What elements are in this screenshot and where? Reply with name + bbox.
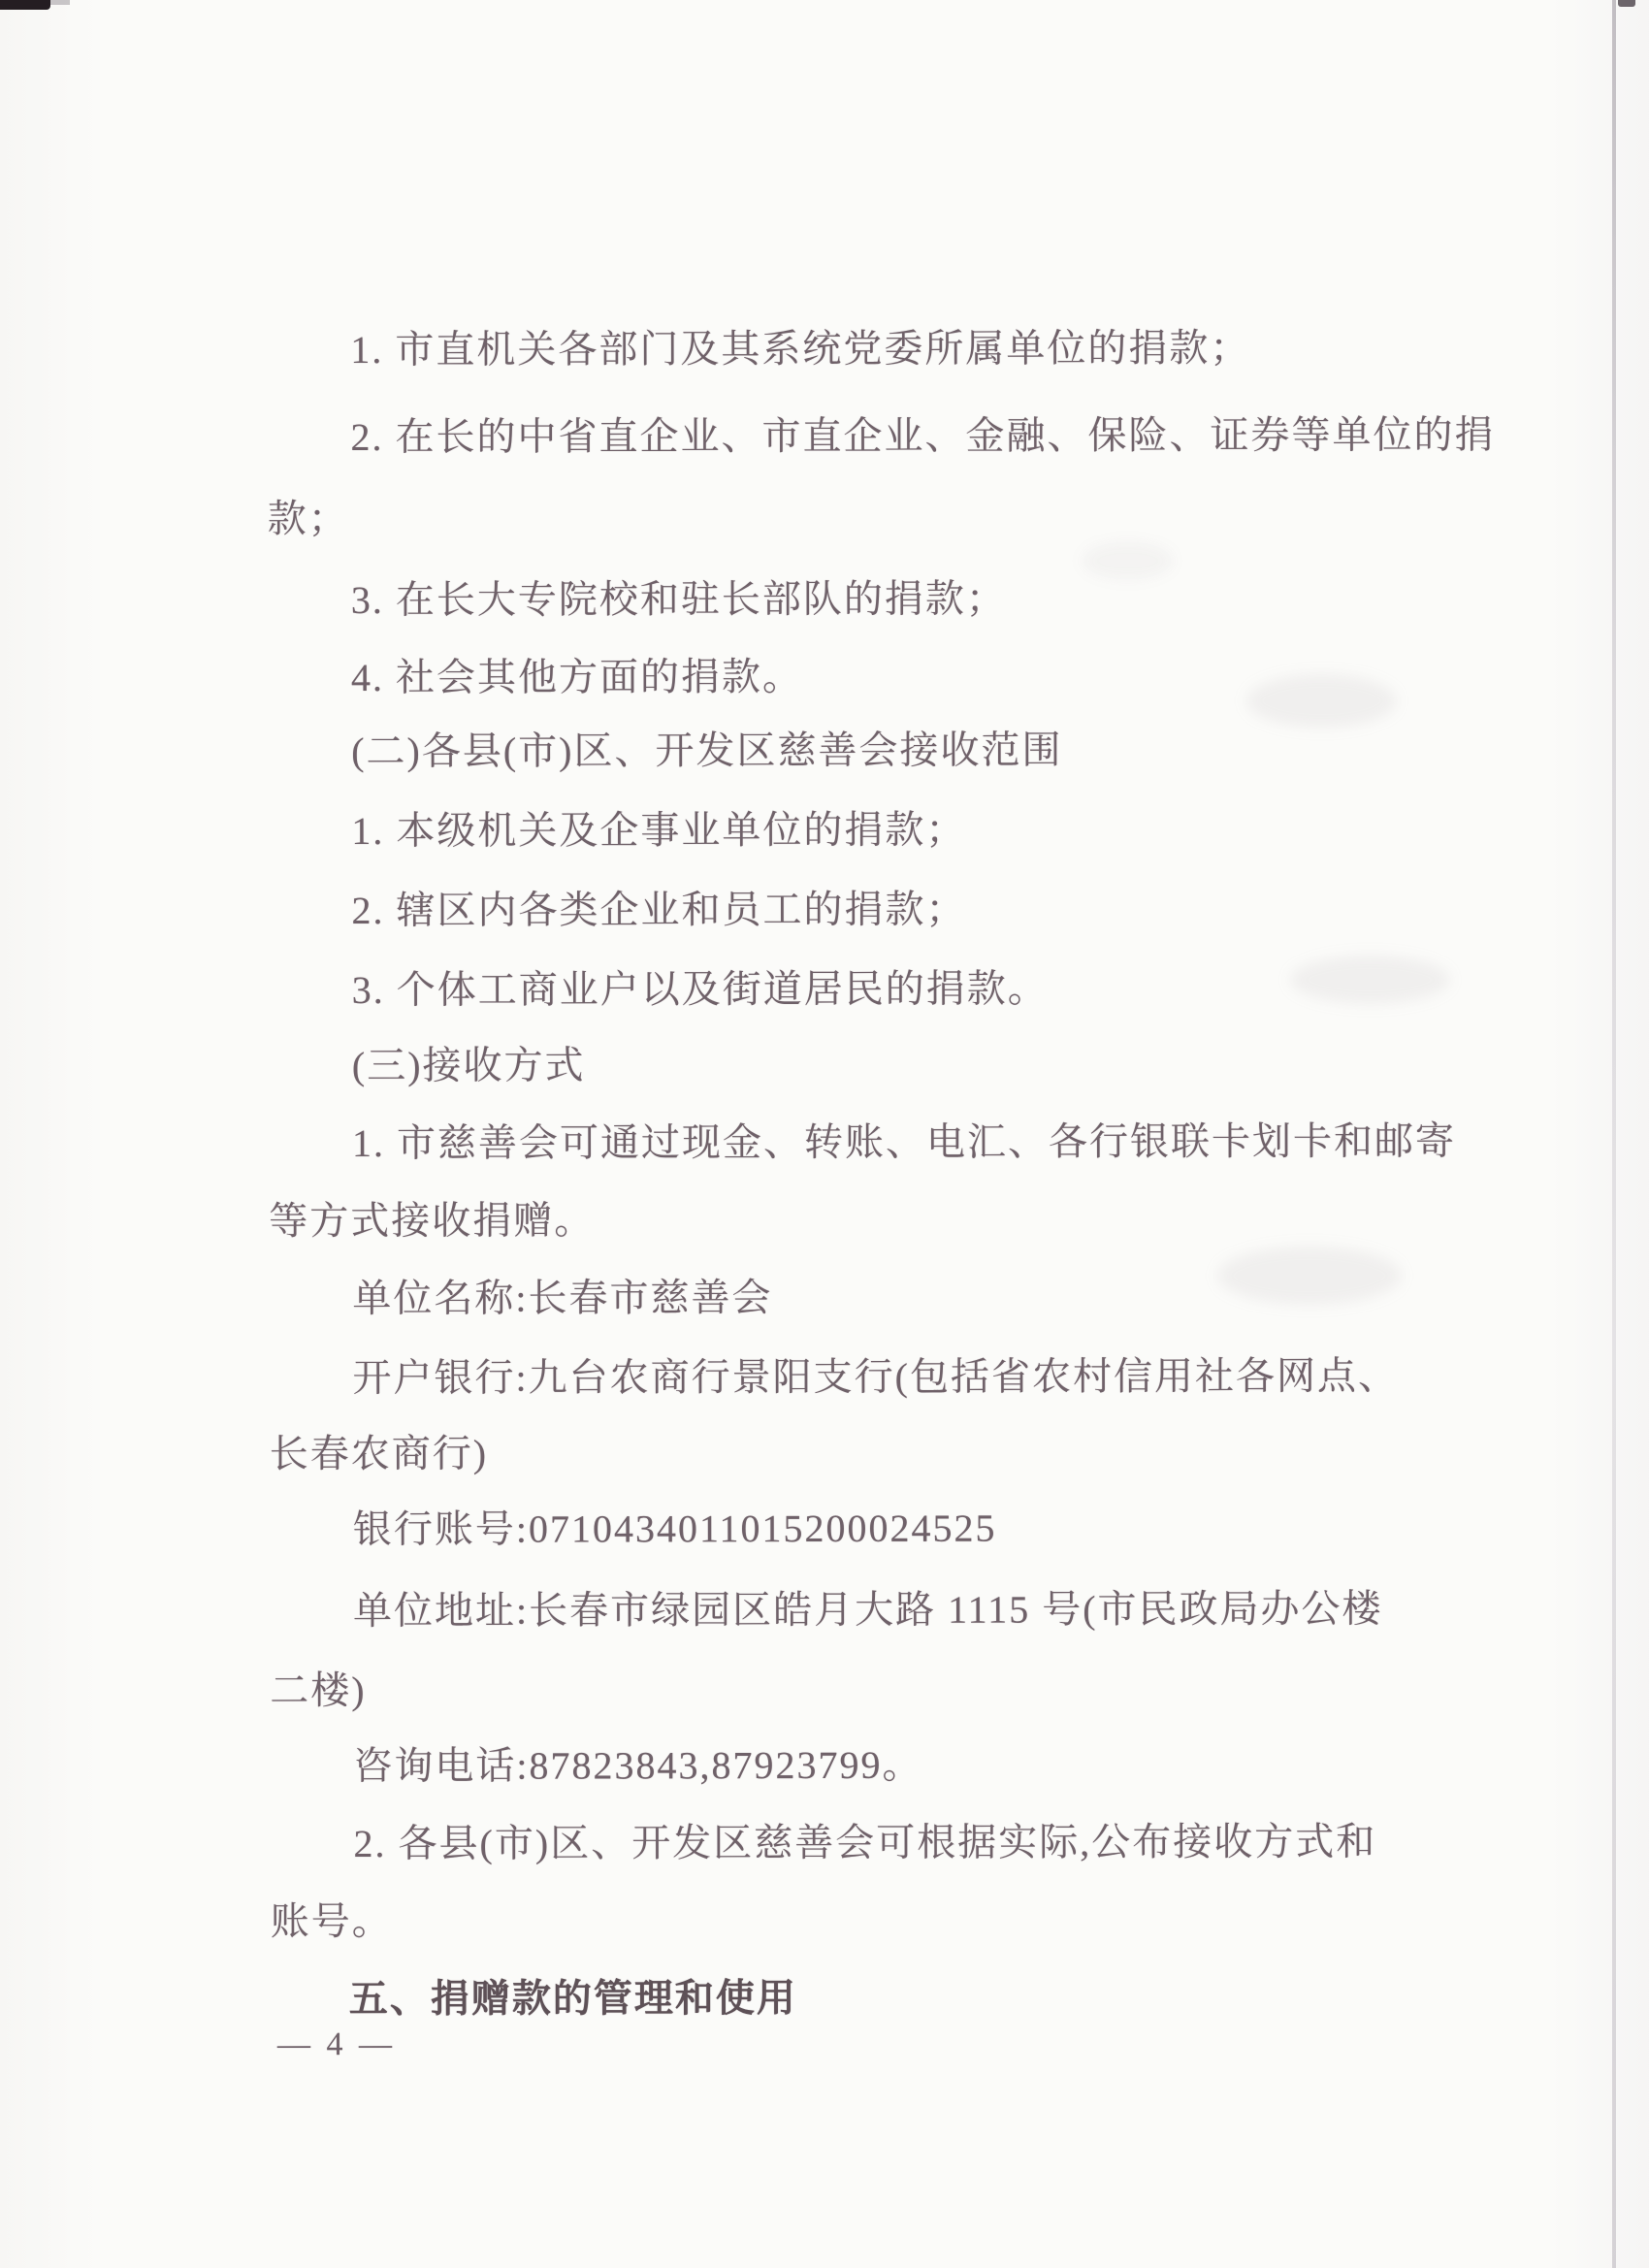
text-line-account: 银行账号:0710434011015200024525: [352, 1506, 997, 1552]
text-line-item-1: 1. 市直机关各部门及其系统党委所属单位的捐款；: [350, 326, 1251, 373]
text-line-item-2c: 2. 各县(市)区、开发区慈善会可根据实际,公布接收方式和: [353, 1819, 1377, 1866]
text-line-section-5-heading: 五、捐赠款的管理和使用: [348, 1976, 797, 2023]
text-line-item-1c-cont: 等方式接收捐赠。: [269, 1198, 596, 1244]
text-line-section-2: (二)各县(市)区、开发区慈善会接收范围: [351, 728, 1063, 774]
text-line-item-1c: 1. 市慈善会可通过现金、转账、电汇、各行银联卡划卡和邮寄: [351, 1118, 1457, 1166]
text-line-item-2b: 2. 辖区内各类企业和员工的捐款；: [351, 887, 967, 933]
page-number: — 4 —: [276, 2025, 397, 2063]
text-line-phone: 咨询电话:87823843,87923799。: [353, 1742, 923, 1789]
text-line-unit-name: 单位名称:长春市慈善会: [352, 1276, 773, 1321]
text-line-bank-cont: 长春农商行): [269, 1431, 489, 1476]
text-line-item-3: 3. 在长大专院校和驻长部队的捐款；: [350, 576, 1007, 623]
text-line-bank: 开户银行:九台农商行景阳支行(包括省农村信用社各网点、: [352, 1353, 1400, 1401]
text-line-item-3b: 3. 个体工商业户以及街道居民的捐款。: [351, 966, 1049, 1013]
text-line-item-2: 2. 在长的中省直企业、市直企业、金融、保险、证券等单位的捐: [350, 412, 1496, 460]
text-line-item-2c-cont: 账号。: [270, 1898, 393, 1944]
text-line-address-cont: 二楼): [270, 1668, 367, 1713]
text-line-item-1b: 1. 本级机关及企事业单位的捐款；: [351, 807, 967, 854]
text-line-address: 单位地址:长春市绿园区皓月大路 1115 号(市民政局办公楼: [352, 1586, 1383, 1634]
text-line-item-4: 4. 社会其他方面的捐款。: [350, 655, 804, 700]
text-line-section-3: (三)接收方式: [351, 1043, 586, 1088]
text-line-item-2-cont: 款；: [267, 497, 349, 541]
